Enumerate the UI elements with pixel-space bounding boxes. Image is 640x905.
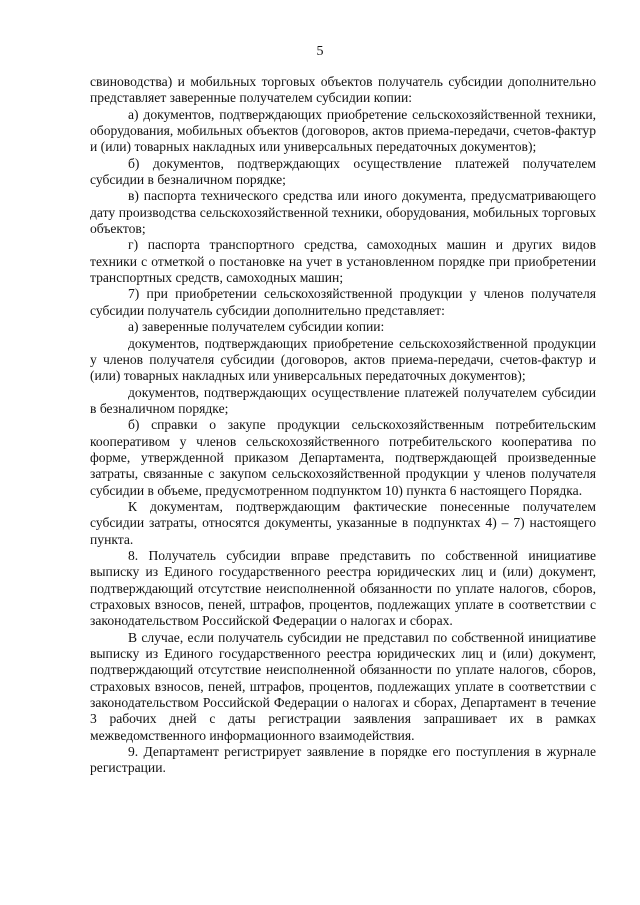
paragraph-clause-7: 7) при приобретении сельскохозяйственной продукции у членов получателя субсидии получатель субсидии дополнительно представляет: bbox=[90, 286, 596, 318]
paragraph-actual-costs-docs: К документам, подтверждающим фактические понесенные получателем субсидии затраты, относятся документы, указанные в подпунктах 4) – 7) настоящего пункта. bbox=[90, 498, 596, 547]
paragraph-continuation: свиноводства) и мобильных торговых объектов получатель субсидии дополнительно представляет заверенные получателем субсидии копии: bbox=[90, 74, 596, 106]
paragraph-item-a-equipment-docs: а) документов, подтверждающих приобретение сельскохозяйственной техники, оборудования, мобильных объектов (договоров, актов приема-передачи, счетов-фактур и (или) товарных накладных или универсальных передаточных документов); bbox=[90, 106, 596, 155]
paragraph-clause-7-a-purchase-docs: документов, подтверждающих приобретение сельскохозяйственной продукции у членов получателя субсидии (договоров, актов приема-передачи, счетов-фактур и (или) товарных накладных или универсальных передаточных документов); bbox=[90, 335, 596, 384]
paragraph-item-g-vehicle-passport: г) паспорта транспортного средства, самоходных машин и других видов техники с отметкой о постановке на учет в установленном порядке при приобретении транспортных средств, самоходных машин; bbox=[90, 237, 596, 286]
paragraph-item-v-technical-passport: в) паспорта технического средства или иного документа, предусматривающего дату производства сельскохозяйственной техники, оборудования, мобильных торговых объектов; bbox=[90, 188, 596, 237]
paragraph-clause-7-a-payment-docs: документов, подтверждающих осуществление платежей получателем субсидии в безналичном порядке; bbox=[90, 384, 596, 416]
paragraph-item-b-payment-docs: б) документов, подтверждающих осуществление платежей получателем субсидии в безналичном порядке; bbox=[90, 155, 596, 188]
paragraph-clause-8-interagency-request: В случае, если получатель субсидии не представил по собственной инициативе выписку из Единого государственного реестра юридических лиц и (или) документ, подтверждающий отсутствие неисполненной обязанности по уплате налогов, сборов, страховых взносов, пеней, штрафов, процентов, подлежащих уплате в соответствии с законодательством Российской Федерации о налогах и сборах, Департамент в течение 3 рабочих дней с даты регистрации заявления запрашивает их в рамках межведомственного информационного взаимодействия. bbox=[90, 629, 596, 743]
page-number: 5 bbox=[316, 44, 324, 59]
paragraph-clause-7-b-cooperative-certificate: б) справки о закупе продукции сельскохозяйственным потребительским кооперативом у членов сельскохозяйственного потребительского кооператива по форме, утвержденной приказом Департамента, подтверждающей произведенные затраты, связанные с закупом сельскохозяйственной продукции у членов получателя субсидии в объеме, предусмотренном подпунктом 10) пункта 6 настоящего Порядка. bbox=[90, 417, 596, 498]
paragraph-clause-8: 8. Получатель субсидии вправе представить по собственной инициативе выписку из Единого государственного реестра юридических лиц и (или) документ, подтверждающий отсутствие неисполненной обязанности по уплате налогов, сборов, страховых взносов, пеней, штрафов, процентов, подлежащих уплате в соответствии с законодательством Российской Федерации о налогах и сборах. bbox=[90, 547, 596, 629]
document-body bbox=[90, 74, 596, 777]
paragraph-clause-7-a: а) заверенные получателем субсидии копии: bbox=[128, 319, 385, 335]
paragraph-clause-9: 9. Департамент регистрирует заявление в порядке его поступления в журнале регистрации. bbox=[90, 744, 596, 776]
